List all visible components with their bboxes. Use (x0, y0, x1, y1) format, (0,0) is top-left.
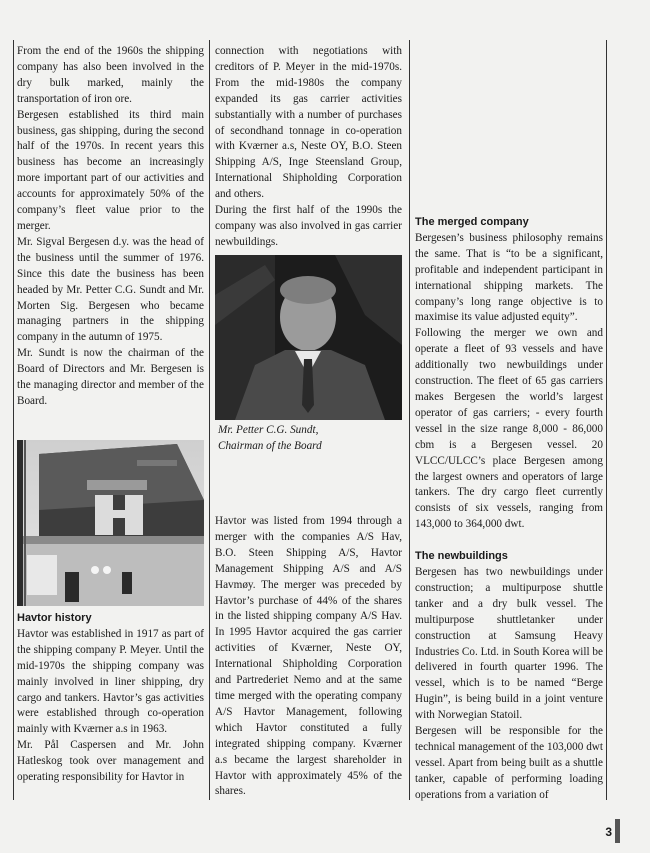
column-rule-left (13, 40, 14, 800)
paragraph: Bergesen has two newbuildings under construction; a multipurpose shuttle tanker and a dry bulk vessel. The multipurpose shuttletanker under construction at Samsung Heavy Industries Co. Ltd. in South Korea will be delivered in fourth quarter 1996. The vessel, which is to be named “Berge Hugin”, is being build in a joint venture with Norwegian Statoil. (415, 566, 603, 722)
page-number-bar (615, 819, 620, 843)
column-2-bottom (215, 514, 402, 800)
paragraph: Mr. Sigval Bergesen d.y. was the head of the business until the summer of 1976. Since this date the business has been headed by Mr. Petter C.G. Sundt and Mr. Morten Sig. Bergesen who became managing partners in the shipping company in the autumn of 1975. (17, 235, 204, 344)
portrait-photo-petter-sundt (215, 255, 402, 420)
section-heading-merged-company: The merged company (415, 216, 529, 228)
column-3 (415, 215, 603, 804)
paragraph: Havtor was established in 1917 as part of the shipping company P. Meyer. Until the mid-1970s the shipping company was mainly involved in liner shipping, dry cargo and tankers. Havtor’s gas activities were established through co-operation mainly with Kværner a.s in 1963. (17, 627, 204, 736)
paragraph: Mr. Pål Caspersen and Mr. John Hatleskog took over management and operating responsibility for Havtor in (17, 739, 204, 784)
photo-caption (218, 423, 403, 455)
ship-bridge-photo (17, 440, 204, 606)
paragraph: During the first half of the 1990s the company was also involved in gas carrier newbuildings. (215, 204, 402, 248)
column-rule-right (606, 40, 607, 800)
caption-line-2: Chairman of the Board (218, 439, 322, 452)
page-number: 3 (605, 825, 612, 839)
show-through-area (414, 40, 606, 200)
paragraph: connection with negotiations with creditors of P. Meyer in the mid-1970s. From the mid-1980s the company expanded its gas carrier activities substantially with a number of purchases of secondhand tonnage in co-operation with Kværner a.s, Neste OY, B.O. Steen Shipping A/S, Inge Steensland Group, International Shipholding Corporation and others. (215, 45, 402, 201)
column-2-top (215, 44, 402, 251)
column-rule-2 (209, 40, 210, 800)
column-1-bottom (17, 611, 204, 786)
paragraph: Bergesen will be responsible for the technical management of the 103,000 dwt vessel. Apart from being built as a shuttle tanker, capable of performing loading operations from a variation of (415, 725, 603, 801)
paragraph: From the end of the 1960s the shipping company has also been involved in the dry bulk marked, mainly the transportation of iron ore. (17, 45, 204, 105)
caption-line-1: Mr. Petter C.G. Sundt, (218, 424, 319, 436)
paragraph: Following the merger we own and operate a fleet of 93 vessels and have additionally two newbuildings under construction. The fleet of 65 gas carriers makes Bergesen the world’s largest operator of gas carriers; - every fourth vessel in the size range 8,000 - 86,000 cbm is a Bergesen vessel. 20 VLCC/ULCC’s place Bergesen among the largest owners and operators of large tankers. The dry cargo fleet currently consists of six vessels, ranging from 143,000 to 364,000 dwt. (415, 327, 603, 531)
column-rule-3 (409, 40, 410, 800)
paragraph: Bergesen established its third main business, gas shipping, during the second half of the 1970s. In recent years this business has become an increasingly more important part of our activities and accounts for approximately 50% of the company’s fleet value prior to the merger. (17, 108, 204, 232)
paragraph: Havtor was listed from 1994 through a merger with the companies A/S Hav, B.O. Steen Shipping A/S, Havtor Management Shipping A/S and A/S Havmøy. The merger was preceded by Havtor’s purchase of 44% of the shares in the listed shipping company A/S Hav. In 1995 Havtor acquired the gas carrier activities of Kværner, Neste OY, International Shipholding Corporation and Partrederiet Nemo and at the same time merged with the operating company A/S Havtor Management, following which Havtor constituted a fully integrated shipping company. Kværner a.s became the largest shareholder in Havtor with approximately 45% of the shares. (215, 515, 402, 798)
section-heading-newbuildings: The newbuildings (415, 550, 508, 563)
column-1-top (17, 44, 204, 410)
section-heading-havtor-history: Havtor history (17, 612, 92, 624)
paragraph: Mr. Sundt is now the chairman of the Board of Directors and Mr. Bergesen is the managing director and member of the Board. (17, 347, 204, 407)
paragraph: Bergesen’s business philosophy remains the same. That is “to be a significant, profitable and independent participant in international shipping markets. The company’s long range objective is to maximise its value adjusted equity”. (415, 231, 603, 324)
